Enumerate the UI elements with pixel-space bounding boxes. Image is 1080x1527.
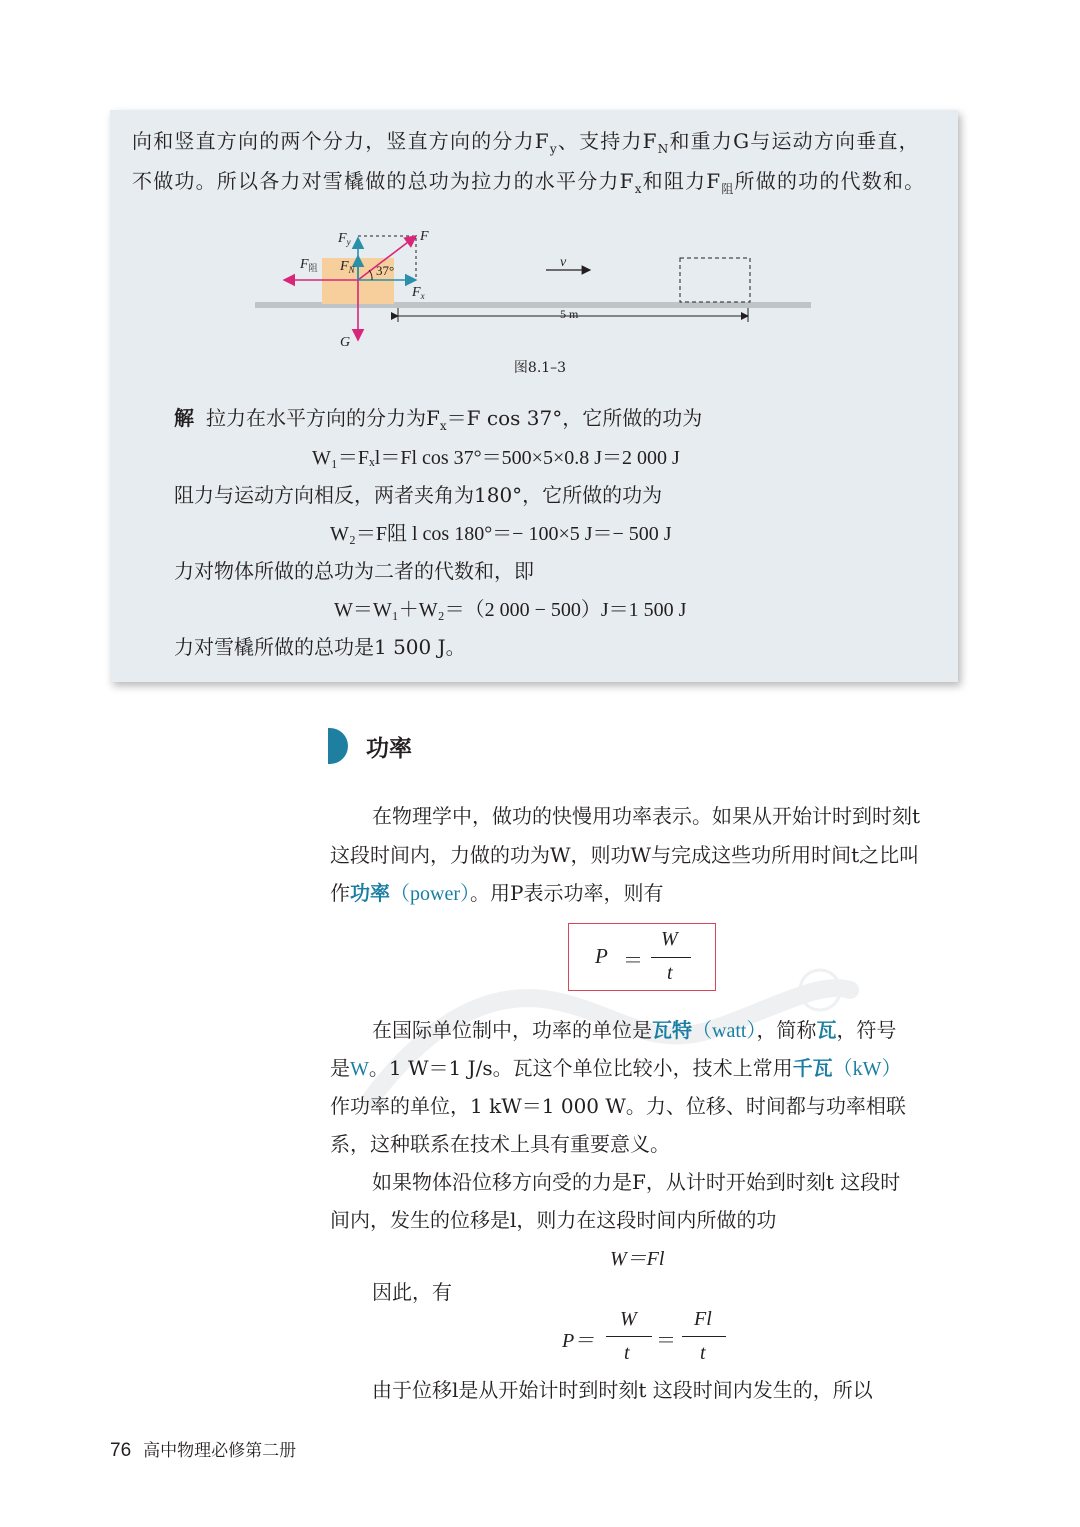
page-footer xyxy=(110,1436,296,1462)
paragraph-1-line-2: 这段时间内，力做的功为W，则功W与完成这些功所用时间t之比叫 xyxy=(330,843,920,867)
label-fy: $F_y$ xyxy=(338,231,351,247)
fraction-bar-1 xyxy=(606,1336,652,1337)
formula-fraction-bar xyxy=(651,957,691,958)
paragraph-2-line-4: 系，这种联系在技术上具有重要意义。 xyxy=(330,1132,670,1156)
figure-caption: 图8.1–3 xyxy=(513,360,567,376)
term-power: 功率 xyxy=(350,881,390,905)
label-fx: $F_x$ xyxy=(412,285,425,301)
section-title: 功率 xyxy=(366,736,412,762)
formula-power-expanded: P＝ W t ＝ Fl t xyxy=(560,1306,740,1370)
solution-line-2: 阻力与运动方向相反，两者夹角为180°，它所做的功为 xyxy=(174,483,663,507)
equation-w1: W₁＝Fₓl＝Fl cos 37°＝500×5×0.8 J＝2 000 J xyxy=(312,447,680,469)
paragraph-2-line-1: 在国际单位制中，功率的单位是瓦特（watt），简称瓦，符号 xyxy=(372,1018,897,1042)
sled-final-position xyxy=(680,258,750,302)
paragraph-1-line-3: 作功率（power）。用P表示功率，则有 xyxy=(330,881,664,905)
page-number: 76 xyxy=(110,1440,132,1461)
formula-lhs: P xyxy=(595,944,608,968)
force-diagram xyxy=(240,222,830,352)
paragraph-2-line-2: 是W。1 W＝1 J/s。瓦这个单位比较小，技术上常用千瓦（kW） xyxy=(330,1056,902,1080)
formula-eq: ＝ xyxy=(623,950,643,972)
label-fn: $F_N$ xyxy=(340,259,355,275)
paragraph-3-line-2: 间内，发生的位移是l，则力在这段时间内所做的功 xyxy=(330,1208,777,1232)
equation-w2: W₂＝F阻 l cos 180°＝− 100×5 J＝− 500 J xyxy=(330,523,672,545)
formula-num: W xyxy=(661,928,678,950)
power-formula-box xyxy=(568,923,716,991)
formula-den: t xyxy=(667,962,673,984)
label-distance: 5 m xyxy=(560,307,579,321)
paragraph-5: 由于位移l是从开始计时到时刻t 这段时间内发生的，所以 xyxy=(372,1378,873,1402)
paragraph-1-line-1: 在物理学中，做功的快慢用功率表示。如果从开始计时到时刻t xyxy=(372,804,921,828)
label-f: F xyxy=(420,229,429,244)
section-marker-icon xyxy=(328,728,348,764)
formula-w-fl: W＝Fl xyxy=(610,1248,665,1270)
paragraph-3-line-1: 如果物体沿位移方向受的力是F，从计时开始到时刻t 这段时 xyxy=(372,1170,901,1194)
book-title: 高中物理必修第二册 xyxy=(143,1441,297,1461)
label-g: G xyxy=(340,335,351,350)
solution-line-3: 力对物体所做的总功为二者的代数和，即 xyxy=(174,559,534,583)
solution-line-1: 解 拉力在水平方向的分力为$F_x=F$ cos 37°，它所做的功为 xyxy=(174,406,703,433)
solution-line-4: 力对雪橇所做的总功是1 500 J。 xyxy=(174,635,466,659)
paragraph-2-line-3: 作功率的单位，1 kW＝1 000 W。力、位移、时间都与功率相联 xyxy=(330,1094,906,1118)
label-angle: 37° xyxy=(376,263,395,278)
solution-label: 解 xyxy=(174,406,194,430)
equation-total: W＝W₁＋W₂＝（2 000 − 500）J＝1 500 J xyxy=(334,599,687,621)
fraction-bar-2 xyxy=(682,1336,726,1337)
label-fzu: $F_阻$ xyxy=(300,257,318,273)
paragraph-4: 因此，有 xyxy=(372,1280,452,1304)
intro-line-1: 向和竖直方向的两个分力，竖直方向的分力$F_y$、支持力$F_N$和重力G与运动方向垂直， xyxy=(132,129,920,156)
label-v: v xyxy=(560,255,567,270)
intro-line-2: 不做功。所以各力对雪橇做的总功为拉力的水平分力$F_x$和阻力$F_阻$所做的功的代数和。 xyxy=(132,169,926,196)
